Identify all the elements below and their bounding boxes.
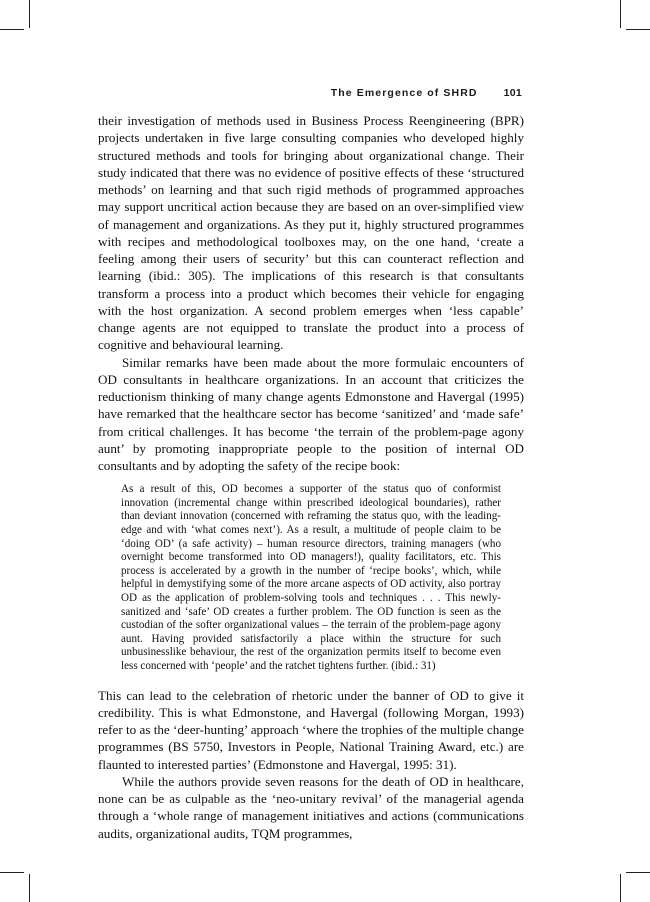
- running-title: The Emergence of SHRD: [330, 87, 478, 99]
- body-text: [98, 112, 524, 842]
- crop-mark: [620, 0, 621, 28]
- crop-mark: [29, 0, 30, 28]
- paragraph: their investigation of methods used in Business Process Reengineering (BPR) projects undertaken in five large consulting companies who developed highly structured methods and tools for bringing about organizational change. Their study indicated that there was no evidence of positive effects of these ‘structured methods’ on learning and that such rigid methods of programmed approaches may support uncritical action because they are based on an over-simplified view of management and organizations. As they put it, highly structured programmes with recipes and methodological toolboxes may, on the one hand, ‘create a feeling among their users of security’ but this can counteract reflection and learning (ibid.: 305). The implications of this research is that consultants transform a process into a product which becomes their vehicle for engaging with the host organization. A second problem emerges when ‘less capable’ change agents are not equipped to translate the product into a process of cognitive and behavioural learning.: [98, 113, 524, 353]
- paragraph: Similar remarks have been made about the more formulaic encounters of OD consultants in healthcare organizations. In an account that criticizes the reductionism thinking of many change agents Edmonstone and Havergal (1995) have remarked that the healthcare sector has become ‘sanitized’ and ‘made safe’ from critical challenges. It has become ‘the terrain of the problem-page agony aunt’ by promoting inappropriate people to the position of internal OD consultants and by adopting the safety of the recipe book:: [98, 354, 524, 473]
- running-header: [331, 87, 522, 99]
- paragraph: While the authors provide seven reasons for the death of OD in healthcare, none can be as culpable as the ‘neo-unitary revival’ of the managerial agenda through a ‘whole range of management initiatives and actions (communications audits, organizational audits, TQM programmes,: [98, 773, 524, 841]
- crop-mark: [0, 872, 24, 873]
- block-quote: As a result of this, OD becomes a supporter of the status quo of conformist innovation (incremental change within prescribed ideological boundaries), rather than deviant innovation (concerned with reframing the status quo, with the leading-edge and with ‘what comes next’). As a result, a multitude of people claim to be ‘doing OD’ (a safe activity) – human resource directors, training managers (who overnight become transformed into OD managers!), quality facilitators, etc. This process is accelerated by a growth in the number of ‘recipe books’, which, while helpful in demystifying some of the more arcane aspects of OD activity, also portray OD as the application of problem-solving tools and techniques . . . This newly-sanitized and ‘safe’ OD creates a further problem. The OD function is seen as the custodian of the softer organizational values – the terrain of the problem-page agony aunt. Having provided satisfactorily a place within the structure for such unbusinesslike behaviour, the rest of the organization permits itself to become even less concerned with ‘people’ and the ratchet tightens further. (ibid.: 31): [121, 483, 501, 672]
- crop-mark: [626, 29, 650, 30]
- crop-mark: [626, 872, 650, 873]
- page-number: 101: [503, 87, 522, 99]
- paragraph: This can lead to the celebration of rhetoric under the banner of OD to give it credibility. This is what Edmonstone, and Havergal (following Morgan, 1993) refer to as the ‘deer-hunting’ approach ‘where the trophies of the multiple change programmes (BS 5750, Investors in People, National Training Award, etc.) are flaunted to interested parties’ (Edmonstone and Havergal, 1995: 31).: [98, 687, 524, 772]
- crop-mark: [29, 874, 30, 902]
- crop-mark: [620, 874, 621, 902]
- crop-mark: [0, 29, 24, 30]
